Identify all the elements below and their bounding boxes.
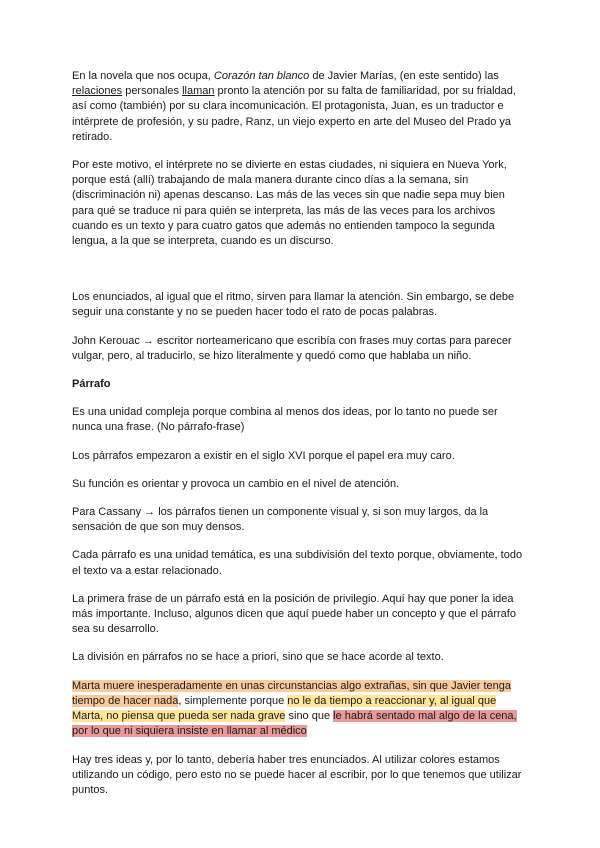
text-run: , simplemente porque bbox=[178, 694, 288, 707]
section-heading: Párrafo bbox=[72, 378, 111, 391]
book-title: Corazón tan blanco bbox=[213, 70, 310, 82]
text-run: personales bbox=[122, 85, 183, 98]
highlight-red: le habrá sentado mal algo de la cena, por lo que ni siquiera insiste en llamar al médico bbox=[72, 710, 517, 738]
text-run: de Javier Marías, (en este sentido) las bbox=[309, 70, 499, 82]
paragraph-kerouac: John Kerouac → escritor norteamericano que escribía con frases muy cortas para parecer vulgar, pero, al traducirlo, se hizo literalmente y quedó como que hablaba un niño. bbox=[72, 334, 512, 362]
paragraph-thematic-unit: Cada párrafo es una unidad temática, es una subdivisión del texto porque, obviamente, todo el texto va a estar relacionado. bbox=[72, 549, 523, 577]
document-body bbox=[72, 69, 528, 798]
paragraph-cassany: Para Cassany → los párrafos tienen un componente visual y, si son muy largos, da la sensación de que son muy densos. bbox=[72, 506, 489, 534]
underlined-word: relaciones bbox=[72, 85, 123, 98]
paragraph-history: Los párrafos empezaron a existir en el siglo XVI porque el papel era muy caro. bbox=[72, 449, 455, 462]
paragraph-function: Su función es orientar y provoca un cambio en el nivel de atención. bbox=[72, 477, 400, 490]
text-run: pronto la atención por su falta de familiaridad, por su frialdad, así como (también) por su clara incomunicación. El protagonista, Juan, es un traductor e intérprete de profesión, y su padre, Ranz, un viejo experto en arte del Museo del Prado ya retirado. bbox=[72, 85, 516, 143]
paragraph-enunciados: Los enunciados, al igual que el ritmo, sirven para llamar la atención. Sin embargo, se debe seguir una constante y no se pueden hacer todo el rato de pocas palabras. bbox=[72, 291, 515, 319]
paragraph-three-ideas: Hay tres ideas y, por lo tanto, debería haber tres enunciados. Al utilizar colores estamos utilizando un código, pero esto no se puede hacer al escribir, por lo que tenemos que utilizar puntos. bbox=[72, 753, 522, 796]
paragraph-highlighted-example bbox=[72, 679, 528, 740]
paragraph-novel-intro bbox=[72, 69, 528, 145]
underlined-word: llaman bbox=[182, 85, 215, 98]
text-run: sino que bbox=[285, 710, 334, 723]
paragraph-division: La división en párrafos no se hace a priori, sino que se hace acorde al texto. bbox=[72, 651, 444, 664]
highlight-orange: Marta muere inesperadamente en unas circunstancias algo extrañas, sin que Javier tenga tiempo de hacer nada bbox=[72, 679, 512, 707]
paragraph-interpreter: Por este motivo, el intérprete no se divierte en estas ciudades, ni siquiera en Nueva York, porque está (allí) trabajando de mala manera durante cinco días a la semana, sin (discriminación ni) apenas descanso. Las más de las veces sin que nadie sepa muy bien para qué se traduce ni para quién se interpreta, las más de las veces para los archivos cuando es un texto y para cuatro gatos que además no entienden tampoco la segunda lengua, a la que se interpreta, cuando es un discurso. bbox=[72, 159, 507, 248]
paragraph-first-sentence: La primera frase de un párrafo está en la posición de privilegio. Aquí hay que poner la idea más importante. Incluso, algunos dicen que aquí puede haber un concepto y que el párrafo sea su desarrollo. bbox=[72, 592, 516, 636]
text-run: En la novela que nos ocupa, bbox=[72, 70, 214, 82]
paragraph-definition: Es una unidad compleja porque combina al menos dos ideas, por lo tanto no puede ser nunca una frase. (No párrafo-frase) bbox=[72, 406, 498, 434]
highlight-yellow: no le da tiempo a reaccionar y, al igual que Marta, no piensa que pueda ser nada grave bbox=[72, 694, 497, 723]
